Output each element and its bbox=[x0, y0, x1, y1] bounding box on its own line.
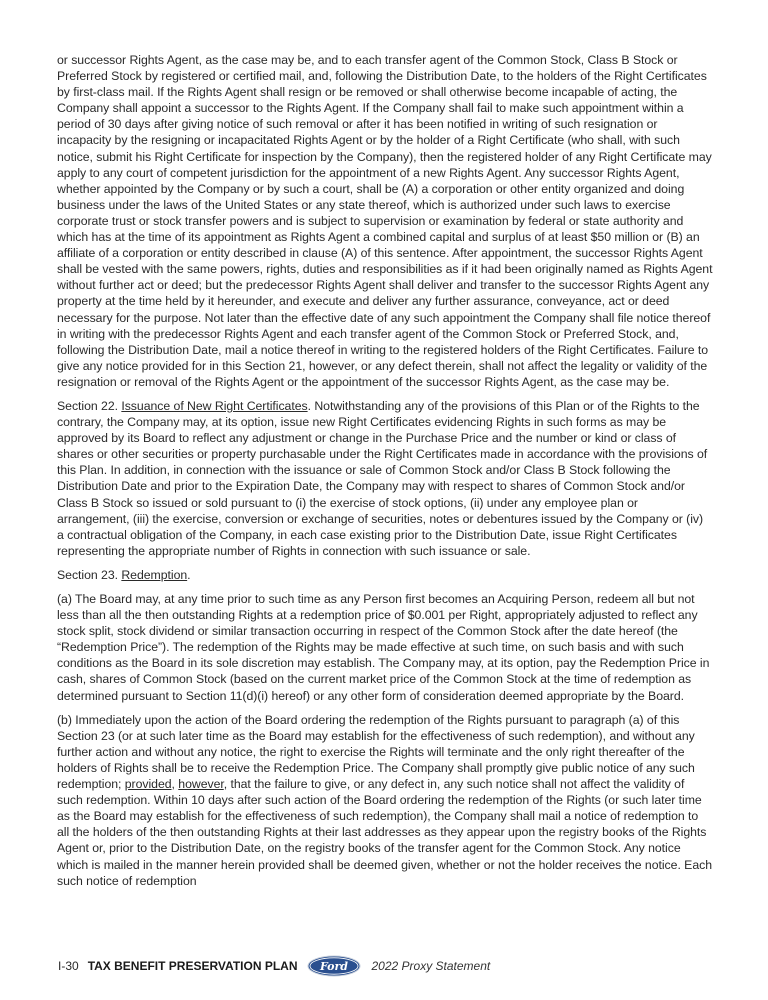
page-number: I-30 bbox=[58, 959, 79, 973]
paragraph-section-21-continuation: or successor Rights Agent, as the case may be, and to each transfer agent of the Common Stock, Class B Stock or Preferred Stock by registered or certified mail, and, following the Distribution Date, to the holders of the Right Certificates by first-class mail. If the Rights Agent shall resign or be removed or shall otherwise become incapable of acting, the Company shall appoint a successor to the Rights Agent. If the Company shall fail to make such appointment within a period of 30 days after giving notice of such removal or after it has been notified in writing of such resignation or incapacity by the resigning or incapacitated Rights Agent or by the holder of a Right Certificate (who shall, with such notice, submit his Right Certificate for inspection by the Company), then the registered holder of any Right Certificate may apply to any court of competent jurisdiction for the appointment of a new Rights Agent. Any successor Rights Agent, whether appointed by the Company or by such a court, shall be (A) a corporation or other entity organized and doing business under the laws of the United States or any state thereof, which is authorized under such laws to exercise corporate trust or stock transfer powers and is subject to supervision or examination by federal or state authority and which has at the time of its appointment as Rights Agent a combined capital and surplus of at least $50 million or (B) an affiliate of a corporation or entity described in clause (A) of this sentence. After appointment, the successor Rights Agent shall be vested with the same powers, rights, duties and responsibilities as if it had been originally named as Rights Agent without further act or deed; but the predecessor Rights Agent shall deliver and transfer to the successor Rights Agent any property at the time held by it hereunder, and execute and deliver any further assurance, conveyance, act or deed necessary for the purpose. Not later than the effective date of any such appointment the Company shall file notice thereof in writing with the predecessor Rights Agent and each transfer agent of the Common Stock or Preferred Stock, and, following the Distribution Date, mail a notice thereof in writing to the registered holders of the Right Certificates. Failure to give any notice provided for in this Section 21, however, or any defect therein, shall not affect the legality or validity of the resignation or removal of the Rights Agent or the appointment of the successor Rights Agent, as the case may be. bbox=[57, 53, 713, 389]
section-22-body: . Notwithstanding any of the provisions of this Plan or of the Rights to the contrary, the Company may, at its option, issue new Right Certificates evidencing Rights in such forms as may be approved by its Board to reflect any adjustment or change in the Purchase Price and the number or kind or class of shares or other securities or property purchasable under the Right Certificates made in accordance with the provisions of this Plan. In addition, in connection with the issuance or sale of Common Stock and/or Class B Stock following the Distribution Date and prior to the Expiration Date, the Company may with respect to shares of Common Stock and/or Class B Stock so issued or sold pursuant to (i) the exercise of stock options, (ii) under any employee plan or arrangement, (iii) the exercise, conversion or exchange of securities, notes or debentures issued by the Company or (iv) a contractual obligation of the Company, in each case existing prior to the Distribution Date, issue Right Certificates representing the appropriate number of Rights in connection with such issuance or sale. bbox=[57, 398, 708, 558]
paragraph-section-23-title bbox=[57, 567, 713, 583]
ford-logo-text: Ford bbox=[320, 960, 349, 973]
document-body bbox=[57, 52, 713, 897]
section-23-heading: Redemption bbox=[121, 567, 188, 582]
page-footer bbox=[58, 956, 490, 976]
paragraph-section-22 bbox=[57, 398, 713, 559]
section-23b-text-2: , that the failure to give, or any defect in, any such notice shall not affect the validity of such redemption. Within 10 days after such action of the Board ordering the redemption of the Rights (or such later time as the Board may establish for the effectiveness of such redemption), the Company shall mail a notice of redemption to all the holders of the then outstanding Rights at their last addresses as they appear upon the registry books of the Rights Agent or, prior to the Distribution Date, on the registry books of the transfer agent for the Common Stock. Any notice which is mailed in the manner herein provided shall be deemed given, whether or not the holder receives the notice. Each such notice of redemption bbox=[57, 777, 713, 888]
section-22-heading: Issuance of New Right Certificates bbox=[121, 398, 308, 413]
provided-term: provided bbox=[124, 777, 172, 792]
section-23-period: . bbox=[187, 567, 191, 582]
section-23-label: Section 23. bbox=[57, 567, 122, 582]
footer-statement: 2022 Proxy Statement bbox=[371, 959, 491, 973]
however-term: however bbox=[178, 777, 224, 792]
paragraph-section-23b bbox=[57, 712, 713, 889]
ford-logo-icon bbox=[307, 955, 361, 977]
section-22-label: Section 22. bbox=[57, 398, 122, 413]
comma: , bbox=[171, 777, 179, 792]
section-23b-text-1: (b) Immediately upon the action of the Board ordering the redemption of the Rights pursuant to paragraph (a) of this Section 23 (or at such later time as the Board may establish for the effectiveness of such redemption), and without any further action and without any notice, the right to exercise the Rights will terminate and the only right thereafter of the holders of Rights shall be to receive the Redemption Price. The Company shall promptly give public notice of any such redemption; bbox=[57, 712, 695, 792]
paragraph-section-23a: (a) The Board may, at any time prior to such time as any Person first becomes an Acquiring Person, redeem all but not less than all the then outstanding Rights at a redemption price of $0.001 per Right, appropriately adjusted to reflect any stock split, stock dividend or similar transaction occurring in respect of the Common Stock after the date hereof (the “Redemption Price”). The redemption of the Rights may be made effective at such time, on such basis and with such conditions as the Board in its sole discretion may establish. The Company may, at its option, pay the Redemption Price in cash, shares of Common Stock (based on the current market price of the Common Stock at the time of redemption as determined pursuant to Section 11(d)(i) hereof) or any other form of consideration deemed appropriate by the Board. bbox=[57, 592, 710, 703]
footer-section-title: TAX BENEFIT PRESERVATION PLAN bbox=[87, 959, 298, 973]
